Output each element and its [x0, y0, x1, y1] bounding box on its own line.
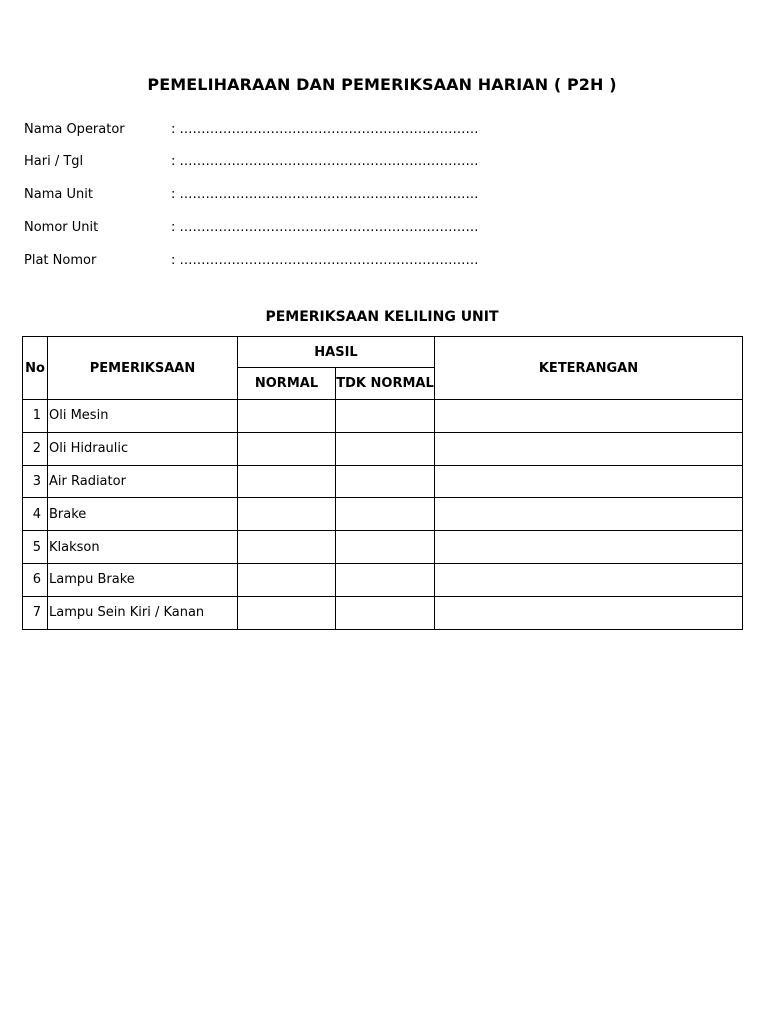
table-row	[23, 563, 743, 596]
row-item: Air Radiator	[48, 465, 238, 498]
cell-normal[interactable]	[238, 498, 336, 531]
info-label: Plat Nomor	[24, 253, 97, 268]
row-item: Oli Mesin	[48, 400, 238, 433]
cell-tdk-normal[interactable]	[336, 465, 435, 498]
cell-tdk-normal[interactable]	[336, 432, 435, 465]
row-number: 4	[23, 498, 48, 531]
cell-normal[interactable]	[238, 400, 336, 433]
row-item: Oli Hidraulic	[48, 432, 238, 465]
cell-normal[interactable]	[238, 596, 336, 629]
row-item: Lampu Sein Kiri / Kanan	[48, 596, 238, 629]
cell-keterangan[interactable]	[435, 400, 743, 433]
cell-keterangan[interactable]	[435, 563, 743, 596]
header-pemeriksaan: PEMERIKSAAN	[48, 337, 238, 400]
cell-keterangan[interactable]	[435, 498, 743, 531]
inspection-table	[22, 336, 743, 630]
header-hasil: HASIL	[238, 337, 435, 368]
cell-keterangan[interactable]	[435, 465, 743, 498]
row-item: Brake	[48, 498, 238, 531]
cell-normal[interactable]	[238, 432, 336, 465]
header-keterangan: KETERANGAN	[435, 337, 743, 400]
row-number: 5	[23, 531, 48, 564]
cell-keterangan[interactable]	[435, 596, 743, 629]
info-value-field[interactable]: : ……………………………………………………………	[171, 220, 479, 235]
info-value-field[interactable]: : ……………………………………………………………	[171, 122, 479, 137]
table-row	[23, 432, 743, 465]
cell-keterangan[interactable]	[435, 432, 743, 465]
cell-tdk-normal[interactable]	[336, 498, 435, 531]
info-value-field[interactable]: : ……………………………………………………………	[171, 253, 479, 268]
header-tdk-normal: TDK NORMAL	[336, 368, 435, 400]
table-header-row	[23, 337, 743, 368]
cell-tdk-normal[interactable]	[336, 596, 435, 629]
info-label: Nama Unit	[24, 187, 93, 202]
page-title: PEMELIHARAAN DAN PEMERIKSAAN HARIAN ( P2H )	[147, 75, 617, 94]
row-number: 6	[23, 563, 48, 596]
row-item: Klakson	[48, 531, 238, 564]
header-no: No	[23, 337, 48, 400]
table-row	[23, 531, 743, 564]
info-value-field[interactable]: : ……………………………………………………………	[171, 154, 479, 169]
row-number: 3	[23, 465, 48, 498]
info-label: Hari / Tgl	[24, 154, 84, 169]
table-row	[23, 465, 743, 498]
cell-normal[interactable]	[238, 563, 336, 596]
section-title: PEMERIKSAAN KELILING UNIT	[265, 309, 499, 325]
cell-tdk-normal[interactable]	[336, 563, 435, 596]
table-row	[23, 400, 743, 433]
row-number: 2	[23, 432, 48, 465]
header-normal: NORMAL	[238, 368, 336, 400]
row-number: 1	[23, 400, 48, 433]
row-number: 7	[23, 596, 48, 629]
cell-normal[interactable]	[238, 531, 336, 564]
info-label: Nama Operator	[24, 122, 125, 137]
info-value-field[interactable]: : ……………………………………………………………	[171, 187, 479, 202]
cell-tdk-normal[interactable]	[336, 400, 435, 433]
info-label: Nomor Unit	[24, 220, 99, 235]
table-row	[23, 596, 743, 629]
cell-keterangan[interactable]	[435, 531, 743, 564]
row-item: Lampu Brake	[48, 563, 238, 596]
cell-normal[interactable]	[238, 465, 336, 498]
cell-tdk-normal[interactable]	[336, 531, 435, 564]
table-row	[23, 498, 743, 531]
